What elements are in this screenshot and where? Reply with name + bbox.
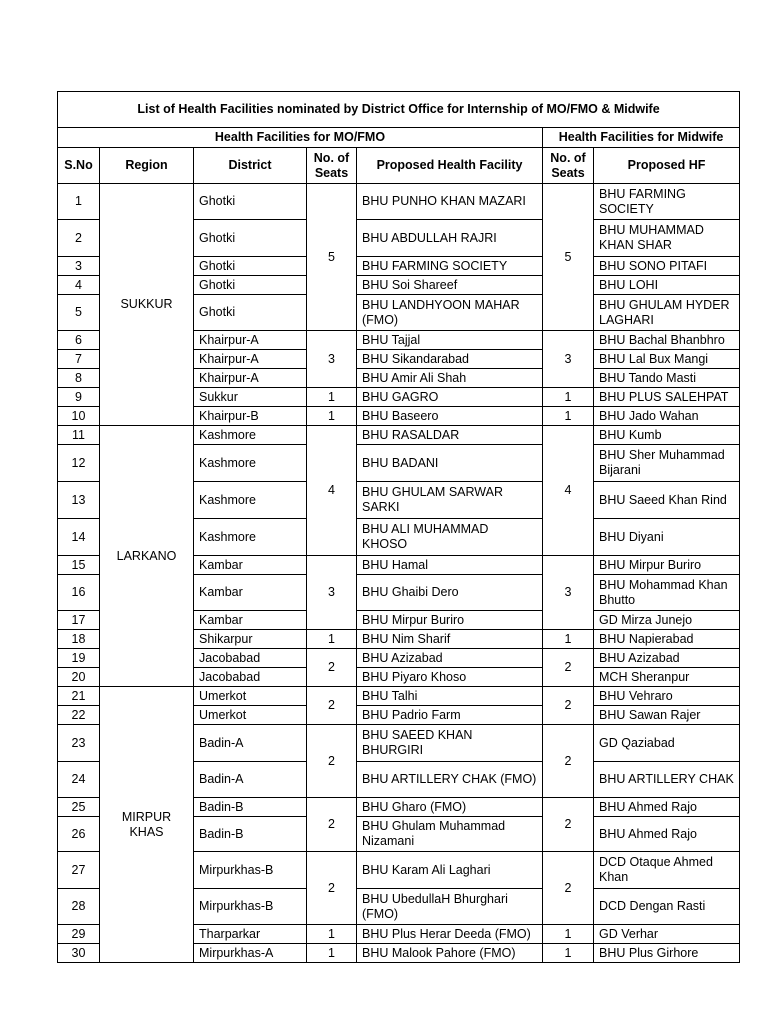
- sno-cell: 5: [58, 295, 100, 331]
- facility-mo-cell: BHU Ghulam Muhammad Nizamani: [357, 817, 543, 852]
- sno-cell: 29: [58, 925, 100, 944]
- seats-mo-cell: 3: [307, 556, 357, 630]
- seats-mw-cell: 1: [543, 630, 594, 649]
- header-sno: S.No: [58, 148, 100, 184]
- facility-mw-cell: GD Qaziabad: [594, 725, 740, 762]
- seats-mw-cell: 4: [543, 426, 594, 556]
- facility-mo-cell: BHU FARMING SOCIETY: [357, 257, 543, 276]
- district-cell: Khairpur-B: [194, 407, 307, 426]
- district-cell: Khairpur-A: [194, 350, 307, 369]
- facility-mo-cell: BHU Gharo (FMO): [357, 798, 543, 817]
- seats-mo-cell: 2: [307, 798, 357, 852]
- seats-mo-cell: 1: [307, 925, 357, 944]
- sno-cell: 9: [58, 388, 100, 407]
- facility-mw-cell: BHU Mohammad Khan Bhutto: [594, 575, 740, 611]
- district-cell: Jacobabad: [194, 649, 307, 668]
- column-header-row: [58, 148, 740, 184]
- health-facilities-table: [57, 91, 740, 963]
- district-cell: Kambar: [194, 611, 307, 630]
- facility-mw-cell: BHU PLUS SALEHPAT: [594, 388, 740, 407]
- seats-mo-cell: 2: [307, 725, 357, 798]
- facility-mo-cell: BHU Hamal: [357, 556, 543, 575]
- facility-mo-cell: BHU ARTILLERY CHAK (FMO): [357, 762, 543, 798]
- facility-mw-cell: BHU FARMING SOCIETY: [594, 184, 740, 220]
- facility-mw-cell: BHU Jado Wahan: [594, 407, 740, 426]
- group-header-midwife: Health Facilities for Midwife: [543, 128, 740, 148]
- district-cell: Kambar: [194, 575, 307, 611]
- seats-mw-cell: 2: [543, 725, 594, 798]
- sno-cell: 4: [58, 276, 100, 295]
- region-cell: SUKKUR: [100, 184, 194, 426]
- facility-mo-cell: BHU Mirpur Buriro: [357, 611, 543, 630]
- district-cell: Badin-A: [194, 762, 307, 798]
- district-cell: Badin-B: [194, 798, 307, 817]
- facility-mo-cell: BHU Azizabad: [357, 649, 543, 668]
- facility-mo-cell: BHU PUNHO KHAN MAZARI: [357, 184, 543, 220]
- facility-mw-cell: BHU ARTILLERY CHAK: [594, 762, 740, 798]
- sno-cell: 26: [58, 817, 100, 852]
- region-cell: LARKANO: [100, 426, 194, 687]
- sno-cell: 11: [58, 426, 100, 445]
- district-cell: Sukkur: [194, 388, 307, 407]
- district-cell: Kambar: [194, 556, 307, 575]
- facility-mw-cell: BHU Napierabad: [594, 630, 740, 649]
- sno-cell: 19: [58, 649, 100, 668]
- seats-mw-cell: 1: [543, 944, 594, 963]
- district-cell: Kashmore: [194, 445, 307, 482]
- sno-cell: 18: [58, 630, 100, 649]
- facility-mw-cell: BHU Saeed Khan Rind: [594, 482, 740, 519]
- seats-mo-cell: 2: [307, 649, 357, 687]
- seats-mw-cell: 3: [543, 331, 594, 388]
- sno-cell: 15: [58, 556, 100, 575]
- sno-cell: 20: [58, 668, 100, 687]
- seats-mo-cell: 1: [307, 630, 357, 649]
- seats-mw-cell: 2: [543, 852, 594, 925]
- facility-mw-cell: BHU Sher Muhammad Bijarani: [594, 445, 740, 482]
- facility-mo-cell: BHU SAEED KHAN BHURGIRI: [357, 725, 543, 762]
- district-cell: Ghotki: [194, 184, 307, 220]
- sno-cell: 22: [58, 706, 100, 725]
- sno-cell: 10: [58, 407, 100, 426]
- seats-mw-cell: 1: [543, 388, 594, 407]
- district-cell: Kashmore: [194, 519, 307, 556]
- sno-cell: 21: [58, 687, 100, 706]
- facility-mo-cell: BHU Soi Shareef: [357, 276, 543, 295]
- seats-mo-cell: 1: [307, 944, 357, 963]
- facility-mo-cell: BHU Plus Herar Deeda (FMO): [357, 925, 543, 944]
- sno-cell: 27: [58, 852, 100, 889]
- table-row: [58, 184, 740, 220]
- table-row: [58, 687, 740, 706]
- facility-mw-cell: BHU Ahmed Rajo: [594, 817, 740, 852]
- facility-mw-cell: GD Verhar: [594, 925, 740, 944]
- sno-cell: 13: [58, 482, 100, 519]
- header-facility-mo: Proposed Health Facility: [357, 148, 543, 184]
- sno-cell: 1: [58, 184, 100, 220]
- facility-mo-cell: BHU ALI MUHAMMAD KHOSO: [357, 519, 543, 556]
- sno-cell: 12: [58, 445, 100, 482]
- sno-cell: 7: [58, 350, 100, 369]
- group-header-row: [58, 128, 740, 148]
- facility-mo-cell: BHU UbedullaH Bhurghari (FMO): [357, 889, 543, 925]
- facility-mw-cell: BHU GHULAM HYDER LAGHARI: [594, 295, 740, 331]
- seats-mo-cell: 1: [307, 388, 357, 407]
- facility-mw-cell: BHU MUHAMMAD KHAN SHAR: [594, 220, 740, 257]
- facility-mw-cell: BHU Plus Girhore: [594, 944, 740, 963]
- district-cell: Khairpur-A: [194, 369, 307, 388]
- facility-mw-cell: DCD Otaque Ahmed Khan: [594, 852, 740, 889]
- facility-mo-cell: BHU Ghaibi Dero: [357, 575, 543, 611]
- facility-mo-cell: BHU Malook Pahore (FMO): [357, 944, 543, 963]
- table-title: List of Health Facilities nominated by District Office for Internship of MO/FMO & Midwife: [58, 92, 740, 128]
- seats-mw-cell: 2: [543, 649, 594, 687]
- district-cell: Kashmore: [194, 482, 307, 519]
- district-cell: Umerkot: [194, 706, 307, 725]
- facility-mw-cell: DCD Dengan Rasti: [594, 889, 740, 925]
- facility-mw-cell: BHU LOHI: [594, 276, 740, 295]
- sno-cell: 16: [58, 575, 100, 611]
- district-cell: Khairpur-A: [194, 331, 307, 350]
- seats-mw-cell: 5: [543, 184, 594, 331]
- facility-mw-cell: BHU Tando Masti: [594, 369, 740, 388]
- facility-mo-cell: BHU Baseero: [357, 407, 543, 426]
- facility-mw-cell: BHU Kumb: [594, 426, 740, 445]
- sno-cell: 28: [58, 889, 100, 925]
- facility-mo-cell: BHU RASALDAR: [357, 426, 543, 445]
- district-cell: Badin-B: [194, 817, 307, 852]
- seats-mo-cell: 3: [307, 331, 357, 388]
- facility-mw-cell: BHU Vehraro: [594, 687, 740, 706]
- sno-cell: 3: [58, 257, 100, 276]
- district-cell: Ghotki: [194, 276, 307, 295]
- sno-cell: 8: [58, 369, 100, 388]
- district-cell: Mirpurkhas-B: [194, 889, 307, 925]
- district-cell: Ghotki: [194, 295, 307, 331]
- sno-cell: 2: [58, 220, 100, 257]
- sno-cell: 17: [58, 611, 100, 630]
- facility-mw-cell: BHU Bachal Bhanbhro: [594, 331, 740, 350]
- facility-mw-cell: BHU Mirpur Buriro: [594, 556, 740, 575]
- seats-mw-cell: 1: [543, 407, 594, 426]
- header-seats-mw: No. of Seats: [543, 148, 594, 184]
- facility-mo-cell: BHU Karam Ali Laghari: [357, 852, 543, 889]
- seats-mo-cell: 4: [307, 426, 357, 556]
- seats-mo-cell: 2: [307, 687, 357, 725]
- facility-mo-cell: BHU Piyaro Khoso: [357, 668, 543, 687]
- facility-mw-cell: BHU SONO PITAFI: [594, 257, 740, 276]
- district-cell: Kashmore: [194, 426, 307, 445]
- seats-mw-cell: 1: [543, 925, 594, 944]
- sno-cell: 25: [58, 798, 100, 817]
- district-cell: Shikarpur: [194, 630, 307, 649]
- sno-cell: 6: [58, 331, 100, 350]
- sno-cell: 24: [58, 762, 100, 798]
- header-district: District: [194, 148, 307, 184]
- facility-mo-cell: BHU ABDULLAH RAJRI: [357, 220, 543, 257]
- facility-mw-cell: BHU Diyani: [594, 519, 740, 556]
- district-cell: Ghotki: [194, 220, 307, 257]
- facility-mo-cell: BHU GHULAM SARWAR SARKI: [357, 482, 543, 519]
- facility-mw-cell: MCH Sheranpur: [594, 668, 740, 687]
- sno-cell: 23: [58, 725, 100, 762]
- header-seats-mo: No. of Seats: [307, 148, 357, 184]
- sno-cell: 30: [58, 944, 100, 963]
- seats-mo-cell: 1: [307, 407, 357, 426]
- district-cell: Ghotki: [194, 257, 307, 276]
- facility-mo-cell: BHU Talhi: [357, 687, 543, 706]
- region-cell: MIRPUR KHAS: [100, 687, 194, 963]
- seats-mo-cell: 2: [307, 852, 357, 925]
- facility-mo-cell: BHU Sikandarabad: [357, 350, 543, 369]
- table-row: [58, 426, 740, 445]
- facility-mo-cell: BHU LANDHYOON MAHAR (FMO): [357, 295, 543, 331]
- facility-mw-cell: BHU Sawan Rajer: [594, 706, 740, 725]
- facility-mo-cell: BHU BADANI: [357, 445, 543, 482]
- facility-mo-cell: BHU Tajjal: [357, 331, 543, 350]
- title-row: [58, 92, 740, 128]
- district-cell: Badin-A: [194, 725, 307, 762]
- facility-mw-cell: GD Mirza Junejo: [594, 611, 740, 630]
- sno-cell: 14: [58, 519, 100, 556]
- table-body: [58, 184, 740, 963]
- facility-mw-cell: BHU Ahmed Rajo: [594, 798, 740, 817]
- district-cell: Tharparkar: [194, 925, 307, 944]
- group-header-mo-fmo: Health Facilities for MO/FMO: [58, 128, 543, 148]
- facility-mw-cell: BHU Lal Bux Mangi: [594, 350, 740, 369]
- seats-mw-cell: 2: [543, 798, 594, 852]
- district-cell: Jacobabad: [194, 668, 307, 687]
- header-region: Region: [100, 148, 194, 184]
- facility-mo-cell: BHU Amir Ali Shah: [357, 369, 543, 388]
- district-cell: Mirpurkhas-A: [194, 944, 307, 963]
- district-cell: Mirpurkhas-B: [194, 852, 307, 889]
- facility-mo-cell: BHU Padrio Farm: [357, 706, 543, 725]
- facility-mw-cell: BHU Azizabad: [594, 649, 740, 668]
- seats-mw-cell: 3: [543, 556, 594, 630]
- facility-mo-cell: BHU GAGRO: [357, 388, 543, 407]
- header-facility-mw: Proposed HF: [594, 148, 740, 184]
- seats-mo-cell: 5: [307, 184, 357, 331]
- facility-mo-cell: BHU Nim Sharif: [357, 630, 543, 649]
- seats-mw-cell: 2: [543, 687, 594, 725]
- district-cell: Umerkot: [194, 687, 307, 706]
